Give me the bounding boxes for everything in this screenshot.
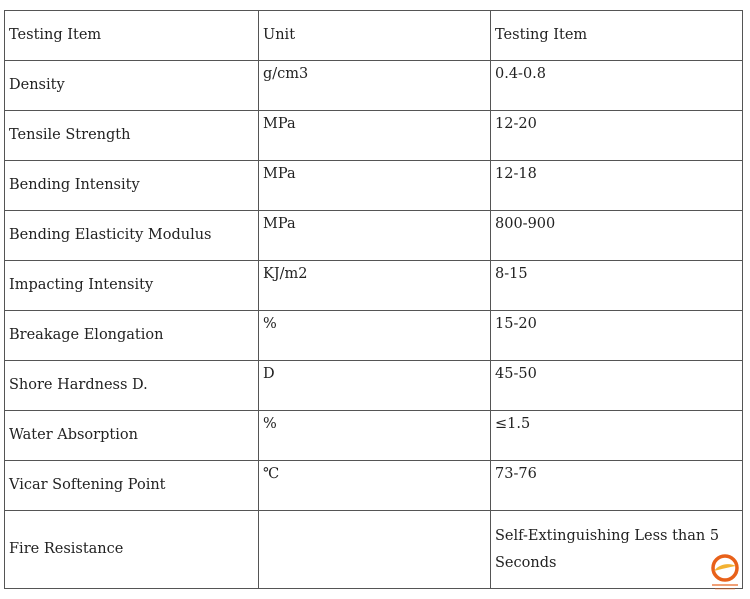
table-row: [5, 261, 743, 311]
row-unit: %: [259, 411, 491, 461]
header-testing-item: Testing Item: [5, 11, 259, 61]
row-unit: MPa: [259, 211, 491, 261]
row-item: Vicar Softening Point: [5, 461, 259, 511]
row-value: 73-76: [491, 461, 743, 511]
table-row: [5, 361, 743, 411]
row-unit: MPa: [259, 111, 491, 161]
row-unit: D: [259, 361, 491, 411]
row-item: Shore Hardness D.: [5, 361, 259, 411]
table-row: [5, 411, 743, 461]
row-value: 800-900: [491, 211, 743, 261]
table-header-row: [5, 11, 743, 61]
row-item: Bending Elasticity Modulus: [5, 211, 259, 261]
row-value: 12-18: [491, 161, 743, 211]
table-row: [5, 111, 743, 161]
row-item: Fire Resistance: [5, 511, 259, 589]
spec-table: [4, 10, 743, 589]
header-unit: Unit: [259, 11, 491, 61]
header-testing-value: Testing Item: [491, 11, 743, 61]
table-row: [5, 511, 743, 589]
table-row: [5, 211, 743, 261]
row-item: Impacting Intensity: [5, 261, 259, 311]
row-item: Breakage Elongation: [5, 311, 259, 361]
row-unit: KJ/m2: [259, 261, 491, 311]
logo-swoosh: [714, 564, 736, 571]
row-value: 45-50: [491, 361, 743, 411]
row-unit: %: [259, 311, 491, 361]
row-value: ≤1.5: [491, 411, 743, 461]
row-item: Tensile Strength: [5, 111, 259, 161]
row-unit: MPa: [259, 161, 491, 211]
row-unit: g/cm3: [259, 61, 491, 111]
row-value: 8-15: [491, 261, 743, 311]
row-item: Density: [5, 61, 259, 111]
logo-watermark: [708, 553, 742, 595]
table-row: [5, 161, 743, 211]
row-unit: ℃: [259, 461, 491, 511]
row-value: 0.4-0.8: [491, 61, 743, 111]
table-row: [5, 311, 743, 361]
row-value: 15-20: [491, 311, 743, 361]
logo-text-line: [712, 584, 738, 586]
row-value: Self-Extinguishing Less than 5 Seconds: [491, 511, 743, 589]
row-item: Water Absorption: [5, 411, 259, 461]
row-item: Bending Intensity: [5, 161, 259, 211]
logo-text-line: [715, 588, 735, 590]
row-unit: [259, 511, 491, 589]
table-row: [5, 61, 743, 111]
row-value: 12-20: [491, 111, 743, 161]
table-row: [5, 461, 743, 511]
